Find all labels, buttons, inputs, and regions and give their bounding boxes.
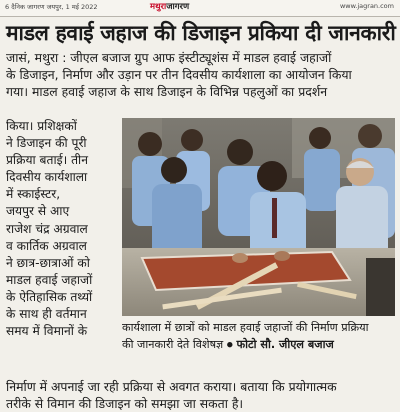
website-url: www.jagran.com xyxy=(339,2,394,10)
masthead-brand: जागरण xyxy=(166,2,190,12)
article-bottom-line-2: तरीके से विमान की डिजाइन को समझा जा सकता है। xyxy=(6,396,244,411)
page-info: 6 दैनिक जागरण जयपुर, 1 मई 2022 xyxy=(5,3,98,11)
intro-line-1: जासं, मथुरा : जीएल बजाज ग्रुप आफ इंस्टीट्यूशंस में माडल हवाई जहाजों xyxy=(6,50,332,65)
column-line: माडल हवाई जहाजों xyxy=(6,272,93,287)
workshop-photo-illustration xyxy=(122,118,395,316)
column-line: किया। प्रशिक्षकों xyxy=(6,119,77,133)
article-bottom-line: निर्माण में अपनाई जा रही प्रक्रिया से अवगत कराया। बताया कि प्रयोगात्मक xyxy=(6,379,337,394)
photo-credit: फोटो सौ. जीएल बजाज xyxy=(236,338,334,351)
newspaper-header-strip xyxy=(0,0,400,17)
caption-line-2: की जानकारी देते विशेषज्ञ xyxy=(122,338,224,351)
masthead-city: मथुरा xyxy=(150,2,167,12)
caption-line-2-wrap xyxy=(122,336,395,354)
column-line: समय में विमानों के xyxy=(6,324,88,339)
column-line: में स्काईस्टर, xyxy=(6,187,61,202)
column-line: व कार्तिक अग्रवाल xyxy=(6,238,87,253)
column-line: ने डिजाइन की पूरी xyxy=(6,136,87,151)
column-line: प्रक्रिया बताई। तीन xyxy=(6,153,88,168)
column-line: ने छात्र-छात्राओं को xyxy=(6,255,90,270)
intro-line-3: गया। माडल हवाई जहाज के साथ डिजाइन के विभिन्न पहलुओं का प्रदर्शन xyxy=(6,84,328,99)
article-headline: माडल हवाई जहाज की डिजाइन प्रकिया दी जानकारी xyxy=(6,21,396,45)
caption-bullet: ● xyxy=(226,340,233,349)
intro-line-2: के डिजाइन, निर्माण और उड़ान पर तीन दिवसीय कार्यशाला का आयोजन किया xyxy=(6,67,352,82)
column-line: जयपुर से आए xyxy=(6,204,70,219)
workshop-photo xyxy=(122,118,395,316)
column-line: के ऐतिहासिक तथ्यों xyxy=(6,289,93,304)
column-line: दिवसीय कार्यशाला xyxy=(6,170,88,185)
photo-caption xyxy=(122,319,395,354)
article-column xyxy=(6,118,118,340)
column-line: राजेश चंद्र अग्रवाल xyxy=(6,221,88,236)
column-line: के साथ ही वर्तमान xyxy=(6,307,87,322)
caption-line-1: कार्यशाला में छात्रों को माडल हवाई जहाजों की निर्माण प्रक्रिया xyxy=(122,321,369,334)
masthead xyxy=(150,1,189,12)
